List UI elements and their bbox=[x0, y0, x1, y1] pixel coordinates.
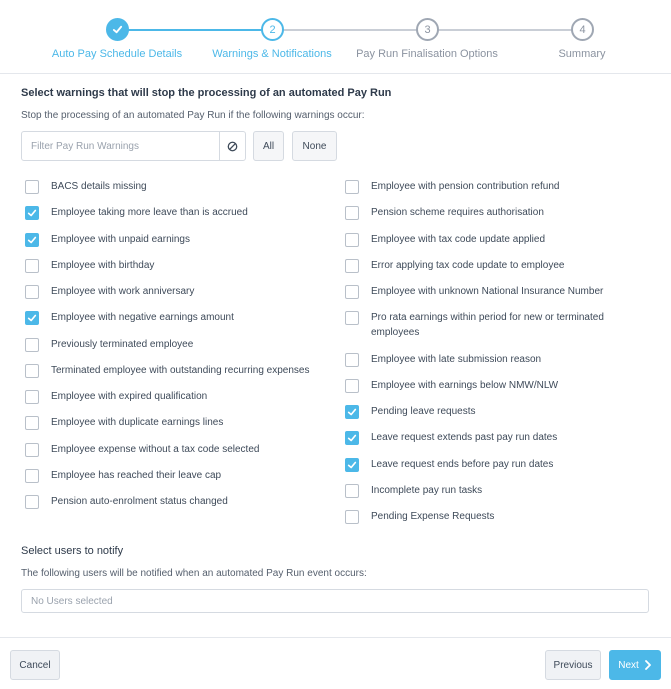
next-button[interactable] bbox=[609, 650, 661, 680]
warning-checkbox[interactable] bbox=[25, 233, 39, 247]
warning-option-right-13[interactable] bbox=[345, 509, 625, 524]
warning-checkbox[interactable] bbox=[345, 510, 359, 524]
checkmark-icon bbox=[27, 313, 37, 323]
warning-option-right-7[interactable] bbox=[345, 352, 625, 367]
checkmark-icon bbox=[347, 460, 357, 470]
warning-option-left-13[interactable] bbox=[25, 494, 325, 509]
warning-label: Pension auto-enrolment status changed bbox=[51, 496, 228, 507]
step-3-number[interactable]: 3 bbox=[416, 18, 439, 41]
warning-option-left-5[interactable] bbox=[25, 284, 325, 299]
warning-option-left-12[interactable] bbox=[25, 468, 325, 483]
filter-warnings-field bbox=[21, 131, 246, 161]
warning-label: Previously terminated employee bbox=[51, 339, 194, 350]
cancel-button[interactable]: Cancel bbox=[10, 650, 60, 680]
warning-option-left-2[interactable] bbox=[25, 205, 325, 220]
warning-label: Employee taking more leave than is accrued bbox=[51, 207, 248, 218]
warning-option-left-7[interactable] bbox=[25, 337, 325, 352]
checkmark-icon bbox=[27, 235, 37, 245]
warning-option-left-3[interactable] bbox=[25, 232, 325, 247]
checkmark-icon bbox=[347, 433, 357, 443]
warning-label: Employee expense without a tax code selected bbox=[51, 444, 260, 455]
warning-label: Employee with birthday bbox=[51, 260, 155, 271]
warning-option-right-1[interactable] bbox=[345, 179, 625, 194]
warning-option-left-10[interactable] bbox=[25, 415, 325, 430]
warning-label: Error applying tax code update to employee bbox=[371, 260, 565, 271]
warning-checkbox[interactable] bbox=[345, 379, 359, 393]
warning-label: Employee with tax code update applied bbox=[371, 234, 546, 245]
step-1-label[interactable]: Auto Pay Schedule Details bbox=[51, 48, 183, 60]
warning-checkbox[interactable] bbox=[25, 443, 39, 457]
warning-checkbox[interactable] bbox=[25, 495, 39, 509]
wizard-stepper bbox=[0, 0, 671, 73]
warning-checkbox[interactable] bbox=[25, 180, 39, 194]
warning-option-left-11[interactable] bbox=[25, 442, 325, 457]
warning-checkbox[interactable] bbox=[345, 259, 359, 273]
warning-checkbox[interactable] bbox=[345, 458, 359, 472]
warning-option-right-3[interactable] bbox=[345, 232, 625, 247]
warning-label: Leave request ends before pay run dates bbox=[371, 459, 554, 470]
warning-option-left-6[interactable] bbox=[25, 310, 325, 325]
warning-checkbox[interactable] bbox=[25, 338, 39, 352]
notify-section-title: Select users to notify bbox=[21, 545, 124, 557]
warning-label: Pending leave requests bbox=[371, 406, 476, 417]
warning-label: Incomplete pay run tasks bbox=[371, 485, 483, 496]
warning-checkbox[interactable] bbox=[345, 405, 359, 419]
warning-option-right-8[interactable] bbox=[345, 378, 625, 393]
checkmark-icon bbox=[27, 208, 37, 218]
step-connector-2 bbox=[272, 29, 427, 31]
warning-checkbox[interactable] bbox=[345, 311, 359, 325]
warning-label: Employee with negative earnings amount bbox=[51, 312, 234, 323]
warning-option-left-4[interactable] bbox=[25, 258, 325, 273]
step-1-check-icon[interactable] bbox=[106, 18, 129, 41]
stepper-divider bbox=[0, 73, 671, 74]
warning-label: Pending Expense Requests bbox=[371, 511, 495, 522]
warning-label: Employee has reached their leave cap bbox=[51, 470, 222, 481]
notify-section-subtitle: The following users will be notified when an automated Pay Run event occurs: bbox=[21, 568, 367, 579]
step-connector-3 bbox=[427, 29, 582, 31]
warning-label: Employee with earnings below NMW/NLW bbox=[371, 380, 559, 391]
warning-checkbox[interactable] bbox=[25, 390, 39, 404]
select-all-button[interactable]: All bbox=[253, 131, 284, 161]
warning-label: Terminated employee with outstanding recurring expenses bbox=[51, 365, 310, 376]
warning-option-right-4[interactable] bbox=[345, 258, 625, 273]
warning-checkbox[interactable] bbox=[345, 233, 359, 247]
warning-option-left-8[interactable] bbox=[25, 363, 325, 378]
warning-checkbox[interactable] bbox=[25, 416, 39, 430]
warning-checkbox[interactable] bbox=[25, 206, 39, 220]
warning-option-right-10[interactable] bbox=[345, 430, 625, 445]
step-2-label[interactable]: Warnings & Notifications bbox=[212, 48, 332, 60]
warning-checkbox[interactable] bbox=[25, 311, 39, 325]
step-2-number[interactable]: 2 bbox=[261, 18, 284, 41]
filter-warnings-input[interactable] bbox=[22, 132, 219, 160]
clear-filter-button[interactable] bbox=[219, 132, 245, 160]
warning-option-left-9[interactable] bbox=[25, 389, 325, 404]
warning-label: Employee with work anniversary bbox=[51, 286, 195, 297]
warning-label: Employee with pension contribution refund bbox=[371, 181, 560, 192]
step-4-label[interactable]: Summary bbox=[558, 48, 606, 60]
wizard-footer bbox=[0, 637, 671, 689]
warning-label: Leave request extends past pay run dates bbox=[371, 432, 558, 443]
warning-option-right-6[interactable] bbox=[345, 310, 625, 340]
warning-checkbox[interactable] bbox=[25, 285, 39, 299]
checkmark-icon bbox=[347, 407, 357, 417]
warning-option-right-5[interactable] bbox=[345, 284, 625, 299]
warning-option-right-9[interactable] bbox=[345, 404, 625, 419]
warning-checkbox[interactable] bbox=[345, 431, 359, 445]
warning-option-right-12[interactable] bbox=[345, 483, 625, 498]
step-connector-1 bbox=[117, 29, 272, 31]
warning-label: Pension scheme requires authorisation bbox=[371, 207, 544, 218]
warning-checkbox[interactable] bbox=[25, 259, 39, 273]
chevron-right-icon bbox=[644, 660, 652, 670]
warning-checkbox[interactable] bbox=[345, 285, 359, 299]
select-none-button[interactable]: None bbox=[292, 131, 337, 161]
warning-label: Employee with late submission reason bbox=[371, 354, 542, 365]
next-button-label: Next bbox=[618, 659, 639, 671]
warning-label: Employee with expired qualification bbox=[51, 391, 208, 402]
step-3-label[interactable]: Pay Run Finalisation Options bbox=[356, 48, 498, 60]
warning-label: Employee with duplicate earnings lines bbox=[51, 417, 224, 428]
warning-option-left-1[interactable] bbox=[25, 179, 325, 194]
previous-button[interactable]: Previous bbox=[545, 650, 601, 680]
warnings-section-title: Select warnings that will stop the processing of an automated Pay Run bbox=[21, 87, 392, 99]
step-4-number[interactable]: 4 bbox=[571, 18, 594, 41]
warning-label: Pro rata earnings within period for new or terminated employees bbox=[371, 312, 604, 338]
warning-checkbox[interactable] bbox=[25, 364, 39, 378]
warning-checkbox[interactable] bbox=[345, 180, 359, 194]
notify-users-select[interactable]: No Users selected bbox=[21, 589, 649, 613]
warning-checkbox[interactable] bbox=[345, 484, 359, 498]
warning-option-right-2[interactable] bbox=[345, 205, 625, 220]
warning-label: Employee with unpaid earnings bbox=[51, 234, 190, 245]
warning-label: BACS details missing bbox=[51, 181, 147, 192]
clear-filter-icon bbox=[227, 141, 238, 152]
warning-option-right-11[interactable] bbox=[345, 457, 625, 472]
warning-checkbox[interactable] bbox=[345, 206, 359, 220]
warning-label: Employee with unknown National Insurance Number bbox=[371, 286, 604, 297]
warning-checkbox[interactable] bbox=[345, 353, 359, 367]
warnings-section-subtitle: Stop the processing of an automated Pay Run if the following warnings occur: bbox=[21, 110, 365, 121]
warning-checkbox[interactable] bbox=[25, 469, 39, 483]
